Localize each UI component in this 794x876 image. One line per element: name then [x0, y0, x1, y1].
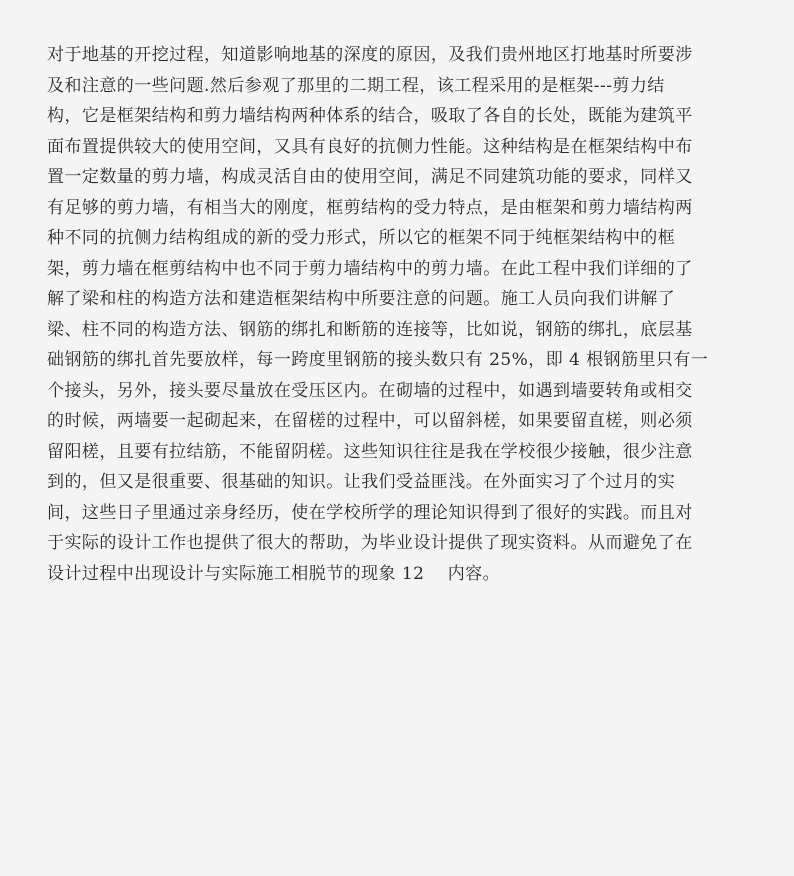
text-line: 面布置提供较大的使用空间，又具有良好的抗侧力性能。这种结构是在框架结构中布 [47, 136, 693, 157]
text-line: 于实际的设计工作也提供了很大的帮助，为毕业设计提供了现实资料。从而避免了在 [47, 533, 693, 553]
text-line: 及和注意的一些问题.然后参观了那里的二期工程，该工程采用的是框架---剪力结 [47, 75, 665, 96]
text-line: 础钢筋的绑扎首先要放样，每一跨度里钢筋的接头数只有 25%，即 4 根钢筋里只有一 [47, 350, 709, 370]
text-line: 种不同的抗侧力结构组成的新的受力形式，所以它的框架不同于纯框架结构中的框 [47, 228, 676, 248]
text-line: 留阳槎，且要有拉结筋，不能留阴槎。这些知识往往是我在学校很少接触，很少注意 [47, 441, 693, 462]
text-line: 到的，但又是很重要、很基础的知识。让我们受益匪浅。在外面实习了个过月的实 [47, 472, 676, 492]
text-line: 解了梁和柱的构造方法和建造框架结构中所要注意的问题。施工人员向我们讲解了 [47, 289, 676, 309]
text-line: 架，剪力墙在框剪结构中也不同于剪力墙结构中的剪力墙。在此工程中我们详细的了 [47, 258, 693, 279]
text-line: 梁、柱不同的构造方法、钢筋的绑扎和断筋的连接等，比如说，钢筋的绑扎，底层基 [47, 319, 693, 340]
text-line: 间，这些日子里通过亲身经历，使在学校所学的理论知识得到了很好的实践。而且对 [47, 502, 693, 523]
text-line: 有足够的剪力墙，有相当大的刚度，框剪结构的受力特点，是由框架和剪力墙结构两 [47, 197, 693, 218]
text-line: 设计过程中出现设计与实际施工相脱节的现象 12 内容。 [47, 563, 501, 584]
text-line: 个接头，另外，接头要尽量放在受压区内。在砌墙的过程中，如遇到墙要转角或相交 [47, 380, 693, 401]
text-line: 置一定数量的剪力墙，构成灵活自由的使用空间，满足不同建筑功能的要求，同样又 [47, 167, 693, 187]
text-line: 构，它是框架结构和剪力墙结构两种体系的结合，吸取了各自的长处，既能为建筑平 [47, 106, 693, 126]
text-line: 对于地基的开挖过程，知道影响地基的深度的原因，及我们贵州地区打地基时所要涉 [47, 45, 693, 65]
body-paragraph [47, 40, 747, 589]
text-line: 的时候，两墙要一起砌起来，在留槎的过程中，可以留斜槎，如果要留直槎，则必须 [47, 411, 693, 431]
